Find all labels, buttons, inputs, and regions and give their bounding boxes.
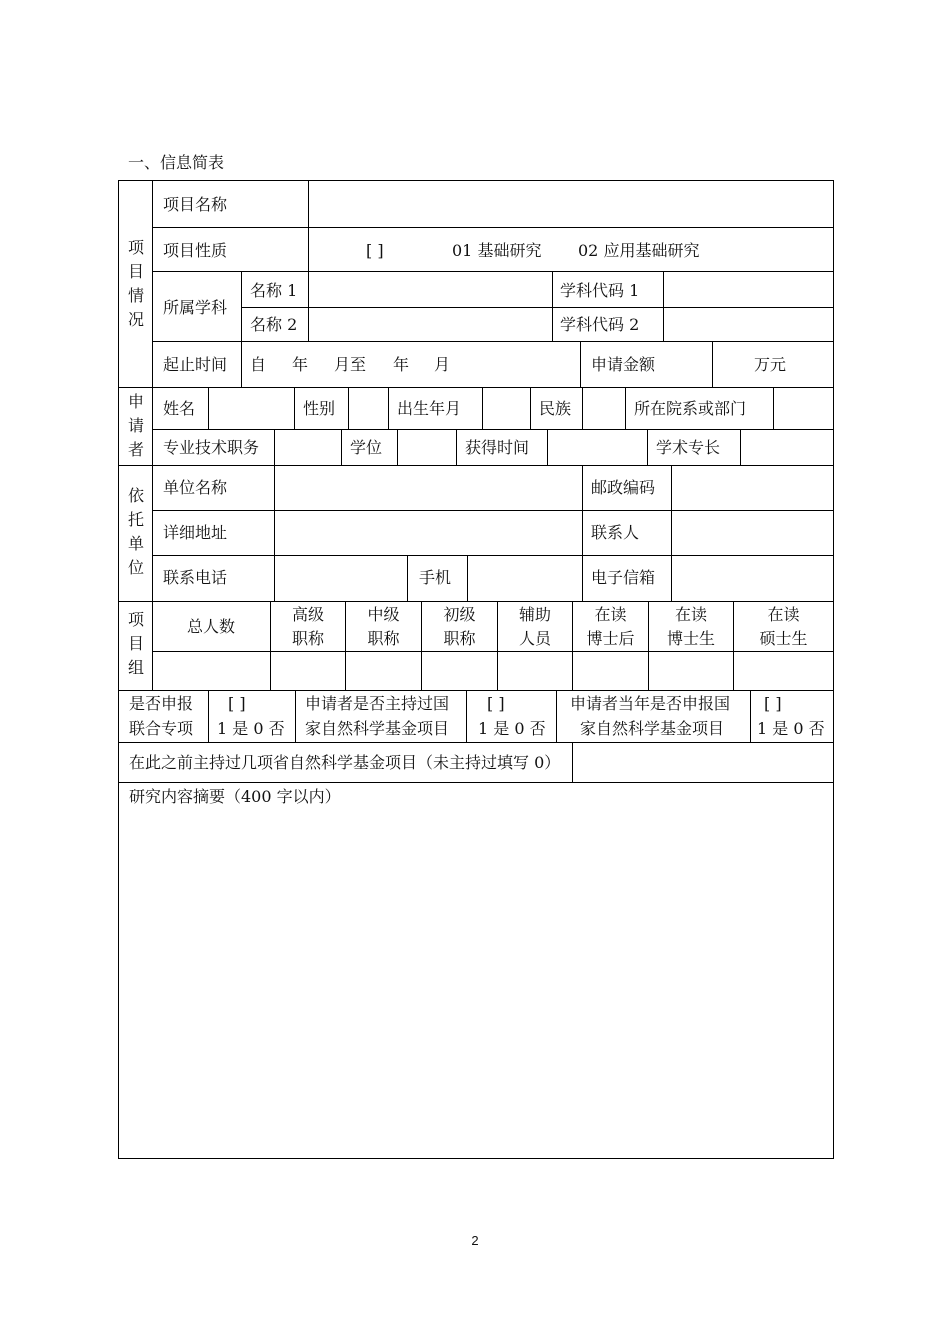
- column-divider: [388, 387, 389, 429]
- column-divider: [556, 690, 557, 742]
- period-month2: 月: [434, 355, 451, 374]
- expertise-label: 学术专长: [656, 438, 721, 457]
- joint-bracket[interactable]: [ ]: [228, 694, 246, 713]
- discipline-code1-label: 学科代码 1: [560, 281, 640, 300]
- contact-field[interactable]: [672, 511, 833, 555]
- column-divider: [295, 690, 296, 742]
- column-divider: [625, 387, 626, 429]
- team-senior-label-l1: 高级: [291, 605, 324, 624]
- joint-question-l2: 联合专项: [129, 719, 194, 738]
- team-senior-field[interactable]: [271, 652, 345, 690]
- amount-label: 申请金额: [591, 355, 656, 374]
- title-field[interactable]: [275, 430, 341, 465]
- section-label-applicant: 申请者: [127, 392, 144, 459]
- project-nature-bracket[interactable]: [ ]: [366, 241, 384, 260]
- team-postdoc-label-l1: 在读: [594, 605, 627, 624]
- team-postdoc-field[interactable]: [573, 652, 648, 690]
- birth-field[interactable]: [483, 388, 530, 429]
- discipline-name2-label: 名称 2: [250, 315, 298, 334]
- project-name-field[interactable]: [309, 181, 833, 227]
- province-count-label: 在此之前主持过几项省自然科学基金项目（未主持过填写 0）: [129, 753, 561, 772]
- obtain-label: 获得时间: [465, 438, 530, 457]
- hosted-question-l2: 家自然科学基金项目: [305, 719, 450, 738]
- applicant-name-field[interactable]: [209, 388, 294, 429]
- row-divider: [152, 227, 834, 228]
- expertise-field[interactable]: [741, 430, 833, 465]
- gender-field[interactable]: [349, 388, 388, 429]
- discipline-name1-label: 名称 1: [250, 281, 298, 300]
- applied-bracket[interactable]: [ ]: [764, 694, 782, 713]
- project-name-label: 项目名称: [163, 195, 228, 214]
- postcode-field[interactable]: [672, 466, 833, 510]
- obtain-field[interactable]: [548, 430, 647, 465]
- section-label-team: 项目组: [127, 610, 144, 677]
- degree-field[interactable]: [398, 430, 456, 465]
- province-count-field[interactable]: [573, 743, 833, 782]
- row-divider: [118, 601, 834, 602]
- gender-label: 性别: [303, 399, 336, 418]
- column-divider: [341, 429, 342, 465]
- column-divider: [456, 429, 457, 465]
- team-assist-field[interactable]: [498, 652, 572, 690]
- column-divider: [552, 271, 553, 341]
- project-nature-label: 项目性质: [163, 241, 228, 260]
- column-divider: [712, 341, 713, 387]
- column-divider: [208, 690, 209, 742]
- ethnic-label: 民族: [539, 399, 572, 418]
- unit-name-label: 单位名称: [163, 478, 228, 497]
- applicant-name-label: 姓名: [163, 399, 196, 418]
- applied-question-l2: 家自然科学基金项目: [580, 719, 725, 738]
- discipline-name1-field[interactable]: [309, 272, 552, 307]
- column-divider: [294, 387, 295, 429]
- column-divider: [647, 429, 648, 465]
- discipline-code1-field[interactable]: [664, 272, 833, 307]
- column-divider: [241, 271, 242, 387]
- column-divider: [580, 341, 581, 387]
- nature-option-applied: 02 应用基础研究: [578, 241, 700, 260]
- hosted-bracket[interactable]: [ ]: [487, 694, 505, 713]
- team-assist-label-l2: 人员: [518, 629, 551, 648]
- period-year1: 年: [292, 355, 309, 374]
- joint-yesno: 1 是 0 否: [217, 719, 285, 738]
- row-divider: [118, 690, 834, 691]
- row-divider: [152, 341, 834, 342]
- birth-label: 出生年月: [397, 399, 462, 418]
- team-junior-label-l2: 职称: [443, 629, 476, 648]
- email-label: 电子信箱: [591, 568, 656, 587]
- page-number: 2: [471, 1233, 479, 1248]
- team-master-label-l1: 在读: [767, 605, 800, 624]
- team-phd-label-l2: 博士生: [666, 629, 715, 648]
- team-mid-label-l2: 职称: [367, 629, 400, 648]
- column-divider: [466, 690, 467, 742]
- mobile-label: 手机: [419, 568, 452, 587]
- period-month-to: 月至: [334, 355, 367, 374]
- period-label: 起止时间: [163, 355, 228, 374]
- section-label-project: 项目情况: [127, 238, 144, 329]
- address-label: 详细地址: [163, 523, 228, 542]
- email-field[interactable]: [672, 556, 833, 601]
- degree-label: 学位: [350, 438, 383, 457]
- discipline-code2-field[interactable]: [664, 308, 833, 341]
- column-divider: [750, 690, 751, 742]
- team-junior-label-l1: 初级: [443, 605, 476, 624]
- column-divider: [582, 465, 583, 601]
- title-label: 专业技术职务: [163, 438, 260, 457]
- dept-field[interactable]: [774, 388, 833, 429]
- team-total-label: 总人数: [187, 617, 236, 636]
- team-master-field[interactable]: [734, 652, 833, 690]
- column-divider: [530, 387, 531, 429]
- section-heading: 一、信息简表: [128, 153, 225, 172]
- abstract-label: 研究内容摘要（400 字以内）: [129, 787, 341, 806]
- applied-question-l1: 申请者当年是否申报国: [570, 694, 731, 713]
- team-assist-label-l1: 辅助: [518, 605, 551, 624]
- unit-name-field[interactable]: [275, 466, 582, 510]
- team-junior-field[interactable]: [422, 652, 497, 690]
- applied-yesno: 1 是 0 否: [757, 719, 825, 738]
- abstract-field[interactable]: [119, 810, 833, 1158]
- team-phd-field[interactable]: [649, 652, 733, 690]
- joint-question-l1: 是否申报: [129, 694, 194, 713]
- phone-label: 联系电话: [163, 568, 228, 587]
- ethnic-field[interactable]: [583, 388, 625, 429]
- period-year2: 年: [393, 355, 410, 374]
- row-divider: [118, 782, 834, 783]
- discipline-label: 所属学科: [163, 298, 228, 317]
- discipline-code2-label: 学科代码 2: [560, 315, 640, 334]
- amount-unit: 万元: [754, 355, 787, 374]
- team-phd-label-l1: 在读: [674, 605, 707, 624]
- dept-label: 所在院系或部门: [634, 399, 747, 418]
- period-from: 自: [250, 355, 267, 374]
- column-divider: [407, 555, 408, 601]
- column-divider: [152, 180, 153, 690]
- contact-label: 联系人: [591, 523, 640, 542]
- row-divider: [152, 429, 834, 430]
- mobile-field[interactable]: [468, 556, 582, 601]
- team-total-field[interactable]: [153, 652, 270, 690]
- hosted-question-l1: 申请者是否主持过国: [305, 694, 450, 713]
- hosted-yesno: 1 是 0 否: [478, 719, 546, 738]
- section-label-unit: 依托单位: [127, 486, 144, 577]
- team-mid-field[interactable]: [346, 652, 421, 690]
- discipline-name2-field[interactable]: [309, 308, 552, 341]
- team-mid-label-l1: 中级: [367, 605, 400, 624]
- team-senior-label-l2: 职称: [291, 629, 324, 648]
- phone-field[interactable]: [275, 556, 407, 601]
- team-postdoc-label-l2: 博士后: [586, 629, 635, 648]
- address-field[interactable]: [275, 511, 582, 555]
- nature-option-basic: 01 基础研究: [452, 241, 542, 260]
- team-master-label-l2: 硕士生: [759, 629, 808, 648]
- postcode-label: 邮政编码: [591, 478, 656, 497]
